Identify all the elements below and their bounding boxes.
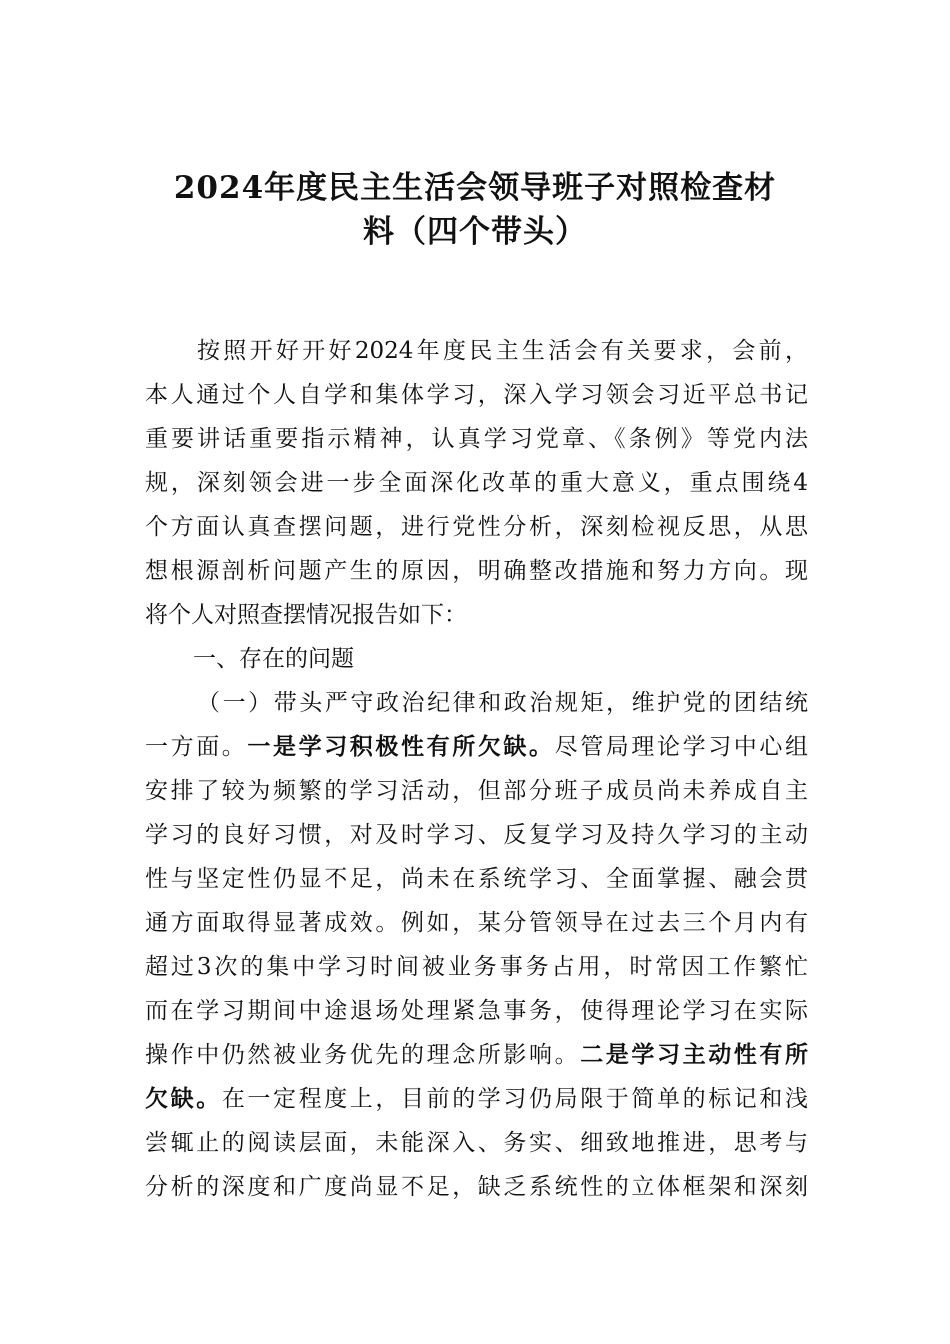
body-line-mixed — [145, 1084, 808, 1114]
point-one-heading: 一是学习积极性有所欠缺。 — [247, 733, 555, 760]
point-two-heading-end: 欠缺。 — [145, 1085, 222, 1112]
body-line: 安排了较为频繁的学习活动，但部分班子成员尚未养成自主 — [145, 778, 808, 804]
intro-line: 个方面认真查摆问题，进行党性分析，深刻检视反思，从思 — [145, 514, 808, 540]
point-two-text: 在一定程度上，目前的学习仍局限于简单的标记和浅 — [221, 1086, 809, 1112]
intro-line: 本人通过个人自学和集体学习，深入学习领会习近平总书记 — [145, 382, 808, 408]
body-line-mixed — [145, 732, 808, 762]
intro-line: 按照开好开好2024年度民主生活会有关要求，会前， — [197, 338, 808, 364]
intro-line: 将个人对照查摆情况报告如下： — [145, 602, 467, 628]
section-heading: 一、存在的问题 — [193, 646, 354, 672]
body-line: 超过3次的集中学习时间被业务事务占用，时常因工作繁忙 — [145, 954, 808, 980]
intro-line: 规，深刻领会进一步全面深化改革的重大意义，重点围绕4 — [145, 470, 808, 496]
point-two-heading: 二是学习主动性有所 — [580, 1041, 809, 1068]
document-title-line-2: 料（四个带头） — [363, 214, 587, 250]
subsection-heading-end: 一方面。 — [145, 734, 248, 760]
point-one-text: 尽管局理论学习中心组 — [554, 734, 809, 760]
body-line: 性与坚定性仍显不足，尚未在系统学习、全面掌握、融会贯 — [145, 866, 808, 892]
intro-line: 重要讲话重要指示精神，认真学习党章、《条例》等党内法 — [145, 426, 808, 452]
intro-line: 想根源剖析问题产生的原因，明确整改措施和努力方向。现 — [145, 558, 808, 584]
body-line: 分析的深度和广度尚显不足，缺乏系统性的立体框架和深刻 — [145, 1174, 808, 1200]
point-one-text-end: 操作中仍然被业务优先的理念所影响。 — [145, 1042, 581, 1068]
body-line: 而在学习期间中途退场处理紧急事务，使得理论学习在实际 — [145, 998, 808, 1024]
body-line-mixed — [145, 1040, 808, 1070]
body-line: 学习的良好习惯，对及时学习、反复学习及持久学习的主动 — [145, 822, 808, 848]
subsection-heading: （一）带头严守政治纪律和政治规矩，维护党的团结统 — [197, 690, 808, 716]
body-line: 通方面取得显著成效。例如，某分管领导在过去三个月内有 — [145, 910, 808, 936]
body-line: 尝辄止的阅读层面，未能深入、务实、细致地推进，思考与 — [145, 1130, 808, 1156]
document-title-line-1: 2024年度民主生活会领导班子对照检查材 — [173, 170, 777, 206]
